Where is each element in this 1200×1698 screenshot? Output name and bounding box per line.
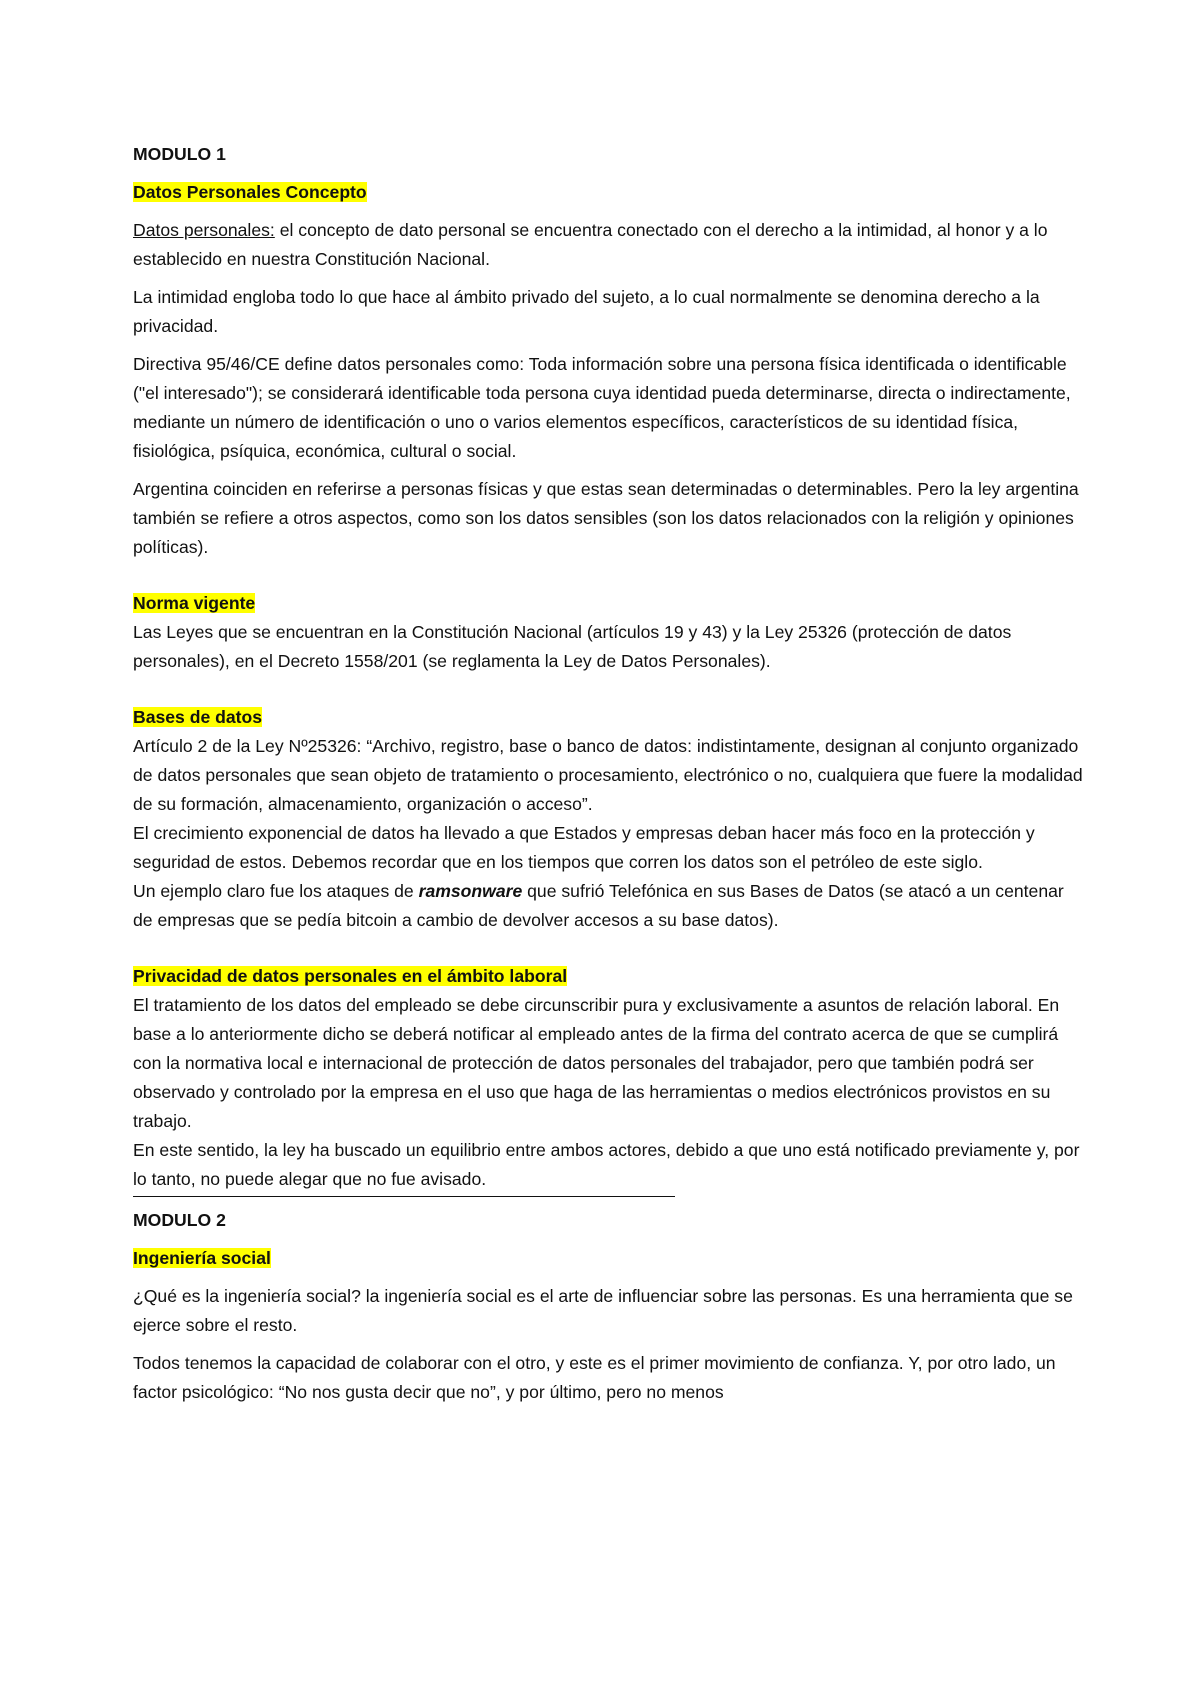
heading-privacidad-laboral: Privacidad de datos personales en el ámbito laboral <box>133 966 568 986</box>
term-ramsonware: ramsonware <box>418 881 523 901</box>
heading-bases-de-datos: Bases de datos <box>133 707 263 727</box>
heading-ingenieria-social: Ingeniería social <box>133 1248 271 1268</box>
paragraph-norma-vigente: Las Leyes que se encuentran en la Constitución Nacional (artículos 19 y 43) y la Ley 25326 (protección de datos personales), en el Decreto 1558/201 (se reglamenta la Ley de Datos Personales). <box>133 622 1012 671</box>
module-1-title: MODULO 1 <box>133 144 226 164</box>
paragraph-ejemplo: Un ejemplo claro fue los ataques de ramsonware que sufrió Telefónica en sus Bases de Datos (se atacó a un centenar de empresas que se pedía bitcoin a cambio de devolver accesos a su base datos). <box>133 881 1064 930</box>
heading-norma-vigente: Norma vigente <box>133 593 256 613</box>
paragraph-crecimiento: El crecimiento exponencial de datos ha llevado a que Estados y empresas deban hacer más foco en la protección y seguridad de estos. Debemos recordar que en los tiempos que corren los datos son el petróleo de este siglo. <box>133 823 1035 872</box>
paragraph-equilibrio: En este sentido, la ley ha buscado un equilibrio entre ambos actores, debido a que uno está notificado previamente y, por lo tanto, no puede alegar que no fue avisado. <box>133 1140 1080 1189</box>
module-2-title: MODULO 2 <box>133 1210 226 1230</box>
paragraph-datos-personales: Datos personales: el concepto de dato personal se encuentra conectado con el derecho a la intimidad, al honor y a lo establecido en nuestra Constitución Nacional. <box>133 220 1048 269</box>
paragraph-directiva: Directiva 95/46/CE define datos personales como: Toda información sobre una persona física identificada o identificable ("el interesado"); se considerará identificable toda persona cuya identidad pueda determinarse, directa o indirectamente, mediante un número de identificación o uno o varios elementos específicos, característicos de su identidad física, fisiológica, psíquica, económica, cultural o social. <box>133 354 1071 461</box>
paragraph-que-es: ¿Qué es la ingeniería social? la ingeniería social es el arte de influenciar sobre las personas. Es una herramienta que se ejerce sobre el resto. <box>133 1286 1073 1335</box>
paragraph-intimidad: La intimidad engloba todo lo que hace al ámbito privado del sujeto, a lo cual normalmente se denomina derecho a la privacidad. <box>133 287 1040 336</box>
paragraph-argentina: Argentina coinciden en referirse a personas físicas y que estas sean determinadas o determinables. Pero la ley argentina también se refiere a otros aspectos, como son los datos sensibles (son los datos relacionados con la religión y opiniones políticas). <box>133 479 1079 557</box>
paragraph-tratamiento: El tratamiento de los datos del empleado se debe circunscribir pura y exclusivamente a asuntos de relación laboral. En base a lo anteriormente dicho se deberá notificar al empleado antes de la firma del contrato acerca de que se cumplirá con la normativa local e internacional de protección de datos personales del trabajador, pero que también podrá ser observado y controlado por la empresa en el uso que haga de las herramientas o medios electrónicos provistos en su trabajo. <box>133 995 1060 1131</box>
document-page <box>133 140 1083 1407</box>
term-datos-personales: Datos personales: <box>133 220 275 240</box>
paragraph-confianza: Todos tenemos la capacidad de colaborar con el otro, y este es el primer movimiento de confianza. Y, por otro lado, un factor psicológico: “No nos gusta decir que no”, y por último, pero no menos <box>133 1353 1056 1402</box>
heading-datos-personales: Datos Personales Concepto <box>133 182 367 202</box>
paragraph-articulo-2: Artículo 2 de la Ley Nº25326: “Archivo, registro, base o banco de datos: indistintamente, designan al conjunto organizado de datos personales que sean objeto de tratamiento o procesamiento, electrónico o no, cualquiera que fuere la modalidad de su formación, almacenamiento, organización o acceso”. <box>133 736 1083 814</box>
